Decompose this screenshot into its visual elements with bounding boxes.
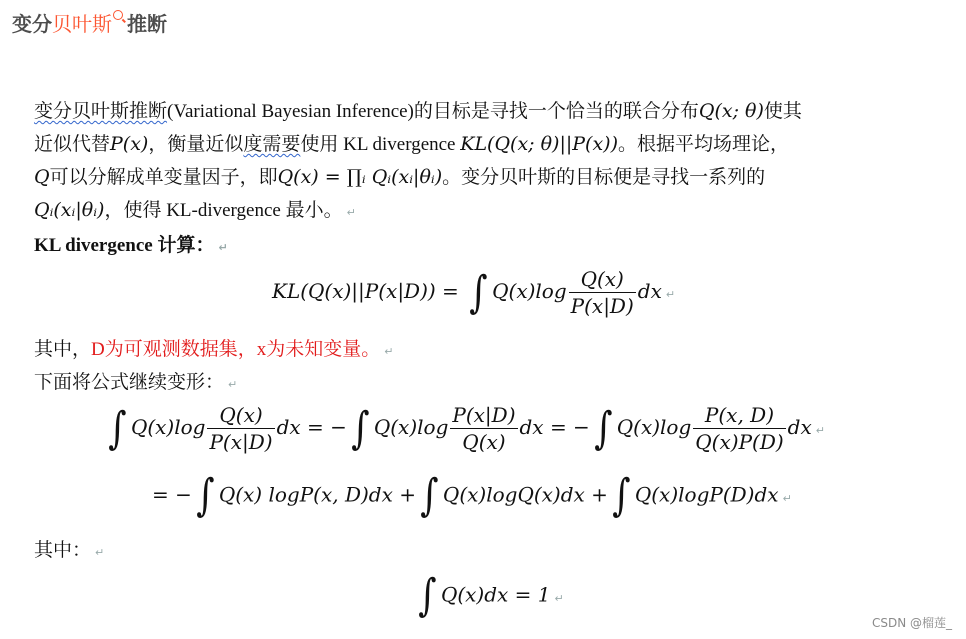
eq2-b-den: Q(x) [462, 430, 506, 454]
math-q-theta: Q(x; θ) [698, 100, 764, 122]
integral-symbol: ∫ [196, 470, 215, 521]
eq1-denominator: P(x|D) [570, 294, 634, 318]
note-1 [34, 333, 944, 368]
integral-symbol: ∫ [612, 470, 631, 521]
integral-symbol: ∫ [420, 470, 439, 521]
eq2-c-den: Q(x)P(D) [695, 430, 784, 454]
eq2-a-tail: dx = − [276, 415, 347, 439]
eq2-c-fraction [693, 402, 785, 455]
math-factorization: Q(x) = ∏ᵢ Qᵢ(xᵢ|θᵢ) [277, 166, 443, 188]
watermark: CSDN @榴莲_ [871, 616, 952, 630]
kl-heading [34, 229, 944, 264]
eq4-body: Q(x)dx = 1 [440, 582, 551, 607]
title-part2: 推断 [127, 12, 167, 36]
intro-text-9: 。变分贝叶斯的目标便是寻找一系列的 [442, 167, 766, 188]
eq1-numerator: Q(x) [569, 266, 636, 293]
paragraph-mark-icon: ↵ [384, 345, 394, 358]
integral-symbol: ∫ [418, 570, 437, 621]
paragraph-mark-icon: ↵ [665, 288, 676, 301]
intro-text-4: ，衡量近似 [148, 134, 244, 155]
equation-expand [104, 402, 825, 455]
eq1-fraction [569, 266, 636, 319]
intro-text-2: 使其 [763, 101, 802, 122]
intro-text-5: 度需要 [243, 134, 301, 155]
integral-symbol: ∫ [108, 402, 127, 454]
eq1-tail: dx [637, 279, 662, 303]
eq2-a-body: Q(x)log [130, 415, 206, 439]
integral-symbol: ∫ [351, 402, 370, 454]
eq2-a-num: Q(x) [207, 402, 274, 429]
paragraph-mark-icon: ↵ [554, 591, 564, 605]
eq3-part3: Q(x)logP(D)dx [634, 482, 779, 507]
eq3-lead: = − [152, 482, 192, 507]
intro-text-6: 使用 KL divergence [300, 134, 461, 155]
note1-highlight: D为可观测数据集，x为未知变量。 [91, 339, 381, 360]
paragraph-mark-icon: ↵ [782, 491, 792, 505]
equation-split [152, 470, 792, 521]
eq2-a-fraction [207, 402, 274, 455]
integral-symbol: ∫ [594, 402, 613, 454]
eq2-c-num: P(x, D) [693, 402, 785, 429]
eq2-a-den: P(x|D) [209, 430, 273, 454]
paragraph-mark-icon: ↵ [218, 241, 228, 254]
eq3-part2: Q(x)logQ(x)dx + [442, 482, 608, 507]
paragraph-mark-icon: ↵ [228, 378, 238, 391]
intro-text-1: (Variational Bayesian Inference)的目标是寻找一个恰当的联合分布 [167, 101, 699, 122]
eq3-part1: Q(x) logP(x, D)dx + [218, 482, 416, 507]
note-2 [34, 534, 944, 569]
equation-kl [272, 266, 675, 319]
kl-heading-text: KL divergence 计算： [34, 235, 215, 256]
math-qi: Qᵢ(xᵢ|θᵢ) [34, 199, 105, 221]
eq1-lhs: KL(Q(x)||P(x|D)) = [272, 279, 466, 303]
eq2-b-tail: dx = − [519, 415, 590, 439]
intro-text-7: 。根据平均场理论， [618, 134, 790, 155]
continue-text: 下面将公式继续变形： [34, 372, 225, 393]
term-vb: 变分贝叶斯推断 [34, 101, 168, 122]
continue-line [34, 366, 944, 401]
note2-text: 其中： [34, 540, 92, 561]
eq1-body: Q(x)log [492, 279, 567, 303]
equation-normalize [414, 570, 564, 621]
eq2-b-num: P(x|D) [452, 403, 516, 427]
math-p: P(x) [110, 133, 149, 155]
title-link[interactable]: 贝叶斯 [52, 12, 112, 36]
integral-symbol: ∫ [469, 266, 488, 318]
eq2-c-tail: dx [787, 415, 812, 439]
note1-prefix: 其中， [34, 339, 92, 360]
intro-text-8: 可以分解成单变量因子，即 [49, 167, 278, 188]
eq2-b-body: Q(x)log [373, 415, 449, 439]
search-icon[interactable] [113, 10, 123, 20]
paragraph-mark-icon: ↵ [346, 206, 356, 219]
eq2-c-body: Q(x)log [616, 415, 692, 439]
page-title [12, 8, 167, 38]
math-q: Q [34, 166, 50, 188]
intro-paragraph [34, 95, 944, 229]
intro-text-3: 近似代替 [34, 134, 111, 155]
eq2-b-fraction [450, 402, 517, 455]
paragraph-mark-icon: ↵ [95, 546, 105, 559]
math-kl: KL(Q(x; θ)||P(x)) [460, 133, 619, 155]
paragraph-mark-icon: ↵ [815, 424, 825, 437]
title-part1: 变分 [12, 12, 52, 36]
intro-text-10: ，使得 KL-divergence 最小。 [104, 200, 343, 221]
